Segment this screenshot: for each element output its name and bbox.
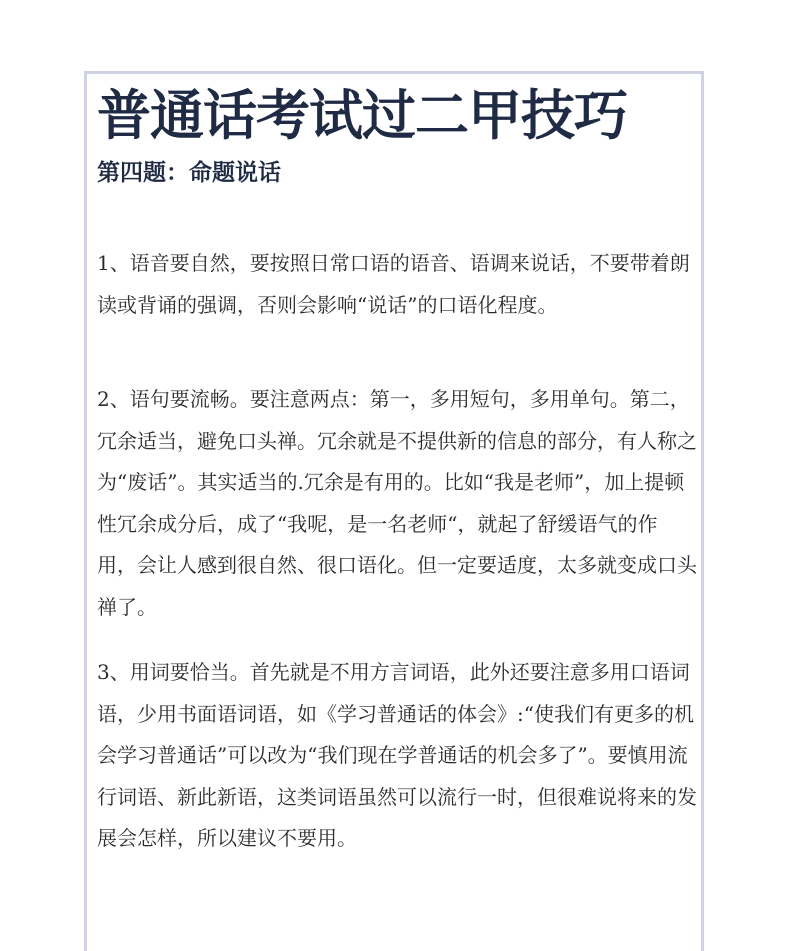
paragraph-2: 2、语句要流畅。要注意两点：第一，多用短句，多用单句。第二，冗余适当，避免口头禅。冗余就是不提供新的信息的部分，有人称之为“废话”。其实适当的.冗余是有用的。比如“我是老师”，加上提顿性冗余成分后，成了“我呢，是一名老师“，就起了舒缓语气的作用，会让人感到很自然、很口语化。但一定要适度，太多就变成口头禅了。 bbox=[97, 387, 697, 619]
document-subtitle: 第四题：命题说话 bbox=[97, 160, 281, 186]
paragraph-1: 1、语音要自然，要按照日常口语的语音、语调来说话，不要带着朗读或背诵的强调，否则会影响“说话”的口语化程度。 bbox=[97, 251, 690, 317]
document-title: 普通话考试过二甲技巧 bbox=[97, 84, 627, 147]
paragraph-3: 3、用词要恰当。首先就是不用方言词语，此外还要注意多用口语词语，少用书面语词语，如《学习普通话的体会》:“使我们有更多的机会学习普通话”可以改为“我们现在学普通话的机会多了”。要慎用流行词语、新此新语，这类词语虽然可以流行一时，但很难说将来的发展会怎样，所以建议不要用。 bbox=[97, 660, 697, 851]
document-card bbox=[84, 71, 704, 951]
